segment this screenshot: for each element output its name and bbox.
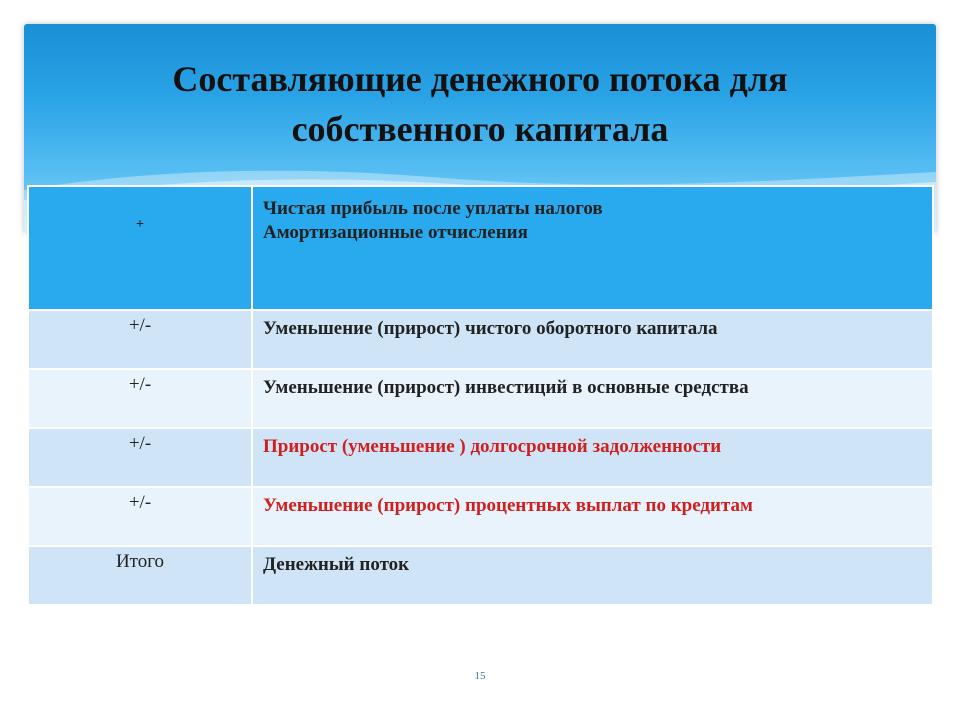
table-row [28,487,933,546]
operator-cell: +/- [28,369,252,428]
component-line: Чистая прибыль после уплаты налогов [263,198,603,219]
cash-flow-table [27,185,934,606]
component-cell: Уменьшение (прирост) чистого оборотного капитала [252,310,933,369]
operator-cell: +/- [28,310,252,369]
page-number: 15 [474,670,486,682]
operator-cell: + [28,186,252,310]
component-cell-highlighted: Прирост (уменьшение ) долгосрочной задолженности [252,428,933,487]
slide-title-line-1: Составляющие денежного потока для [172,59,788,99]
component-cell [252,186,933,310]
operator-cell: Итого [28,546,252,605]
slide-title [60,54,900,154]
table-row [28,428,933,487]
operator-cell: +/- [28,428,252,487]
slide-title-line-2: собственного капитала [291,109,669,149]
component-cell: Денежный поток [252,546,933,605]
component-line: Амортизационные отчисления [263,222,528,243]
table-row-total [28,546,933,605]
operator-cell: +/- [28,487,252,546]
component-cell: Уменьшение (прирост) инвестиций в основные средства [252,369,933,428]
table-row [28,310,933,369]
table-row-header [28,186,933,310]
table-row [28,369,933,428]
component-cell-highlighted: Уменьшение (прирост) процентных выплат по кредитам [252,487,933,546]
